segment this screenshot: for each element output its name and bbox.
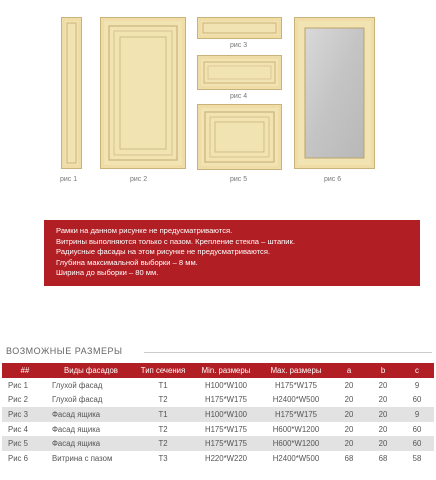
cell-facade-type: Глухой фасад: [52, 380, 103, 390]
header-max-size: Max. размеры: [260, 363, 332, 378]
cell-section-type: T2: [158, 424, 168, 434]
notice-line: Рамки на данном рисунке не предусматриваются.: [56, 226, 233, 235]
cell-facade-type: Фасад ящика: [48, 407, 134, 422]
cell-section-type: T1: [158, 380, 168, 390]
table-row: [2, 407, 434, 422]
cell-c: 9: [414, 380, 420, 390]
cell-number: Рис 5: [2, 436, 48, 451]
figure-6-caption: рис 6: [324, 176, 342, 183]
cell-b: 20: [366, 436, 400, 451]
header-min-size: Min. размеры: [192, 363, 260, 378]
notice-line: Витрины выполняются только с пазом. Крепление стекла – штапик.: [56, 236, 295, 246]
cell-number: Рис 6: [8, 453, 28, 463]
cell-number: Рис 2: [8, 395, 28, 405]
header-a: a: [332, 363, 366, 378]
table-row: [2, 451, 434, 466]
figure-1-caption: рис 1: [60, 176, 78, 183]
cell-number: Рис 3: [2, 407, 48, 422]
table-row: [2, 393, 434, 408]
cell-max-size: H175*W175: [274, 380, 318, 390]
cell-b: 20: [378, 395, 388, 405]
figure-3-panel: [197, 17, 282, 39]
table-row: [2, 436, 434, 451]
cell-b: 20: [366, 407, 400, 422]
notice-line: Глубина максимальной выборки – 8 мм.: [56, 257, 198, 267]
figure-1-panel: [61, 17, 82, 169]
cell-facade-type: Фасад ящика: [52, 424, 101, 434]
cell-facade-type: Витрина с пазом: [52, 453, 113, 463]
figure-2-panel: [100, 17, 186, 169]
header-facade-type: Виды фасадов: [48, 363, 134, 378]
cell-a: 20: [344, 424, 354, 434]
figure-4-caption: рис 4: [230, 93, 248, 100]
cell-min-size: H100*W100: [192, 407, 260, 422]
figure-5-caption: рис 5: [230, 176, 248, 183]
cell-facade-type: Фасад ящика: [48, 436, 134, 451]
figure-6-panel: [294, 17, 375, 169]
notice-line: Радиусные фасады на этом рисунке не предусматриваются.: [56, 247, 271, 257]
section-divider: [144, 352, 432, 353]
section-title: ВОЗМОЖНЫЕ РАЗМЕРЫ: [6, 346, 123, 356]
cell-section-type: T2: [134, 436, 192, 451]
table-row: [2, 378, 434, 393]
cell-section-type: T2: [158, 395, 168, 405]
notice-box: [44, 220, 420, 286]
table-header-row: [2, 363, 434, 378]
cell-number: Рис 4: [8, 424, 28, 434]
header-b: b: [366, 363, 400, 378]
figure-3-caption: рис 3: [230, 42, 248, 49]
cell-section-type: T3: [158, 453, 168, 463]
cell-a: 20: [332, 436, 366, 451]
cell-max-size: H600*W1200: [260, 436, 332, 451]
cell-max-size: H600*W1200: [272, 424, 320, 434]
cell-a: 20: [344, 380, 354, 390]
cell-c: 60: [412, 424, 422, 434]
table-row: [2, 422, 434, 437]
figure-4-panel: [197, 55, 282, 90]
notice-line: Ширина до выборки – 80 мм.: [56, 268, 159, 278]
cell-b: 20: [378, 380, 388, 390]
header-c: c: [400, 363, 434, 378]
cell-min-size: H175*W175: [204, 395, 248, 405]
cell-b: 68: [378, 453, 388, 463]
cell-max-size: H175*W175: [260, 407, 332, 422]
sizes-table: [2, 363, 434, 466]
cell-min-size: H175*W175: [192, 436, 260, 451]
cell-c: 60: [400, 436, 434, 451]
cell-c: 58: [412, 453, 422, 463]
cell-min-size: H100*W100: [204, 380, 248, 390]
cell-a: 20: [344, 395, 354, 405]
cell-b: 20: [378, 424, 388, 434]
cell-min-size: H220*W220: [204, 453, 248, 463]
figure-2-caption: рис 2: [130, 176, 148, 183]
header-number: ##: [2, 363, 48, 378]
cell-max-size: H2400*W500: [272, 453, 320, 463]
figure-5-panel: [197, 104, 282, 170]
cell-facade-type: Глухой фасад: [52, 395, 103, 405]
header-section-type: Тип сечения: [134, 363, 192, 378]
cell-number: Рис 1: [8, 380, 28, 390]
cell-max-size: H2400*W500: [272, 395, 320, 405]
cell-c: 60: [412, 395, 422, 405]
cell-min-size: H175*W175: [204, 424, 248, 434]
cell-section-type: T1: [134, 407, 192, 422]
cell-a: 68: [344, 453, 354, 463]
cell-a: 20: [332, 407, 366, 422]
cell-c: 9: [400, 407, 434, 422]
